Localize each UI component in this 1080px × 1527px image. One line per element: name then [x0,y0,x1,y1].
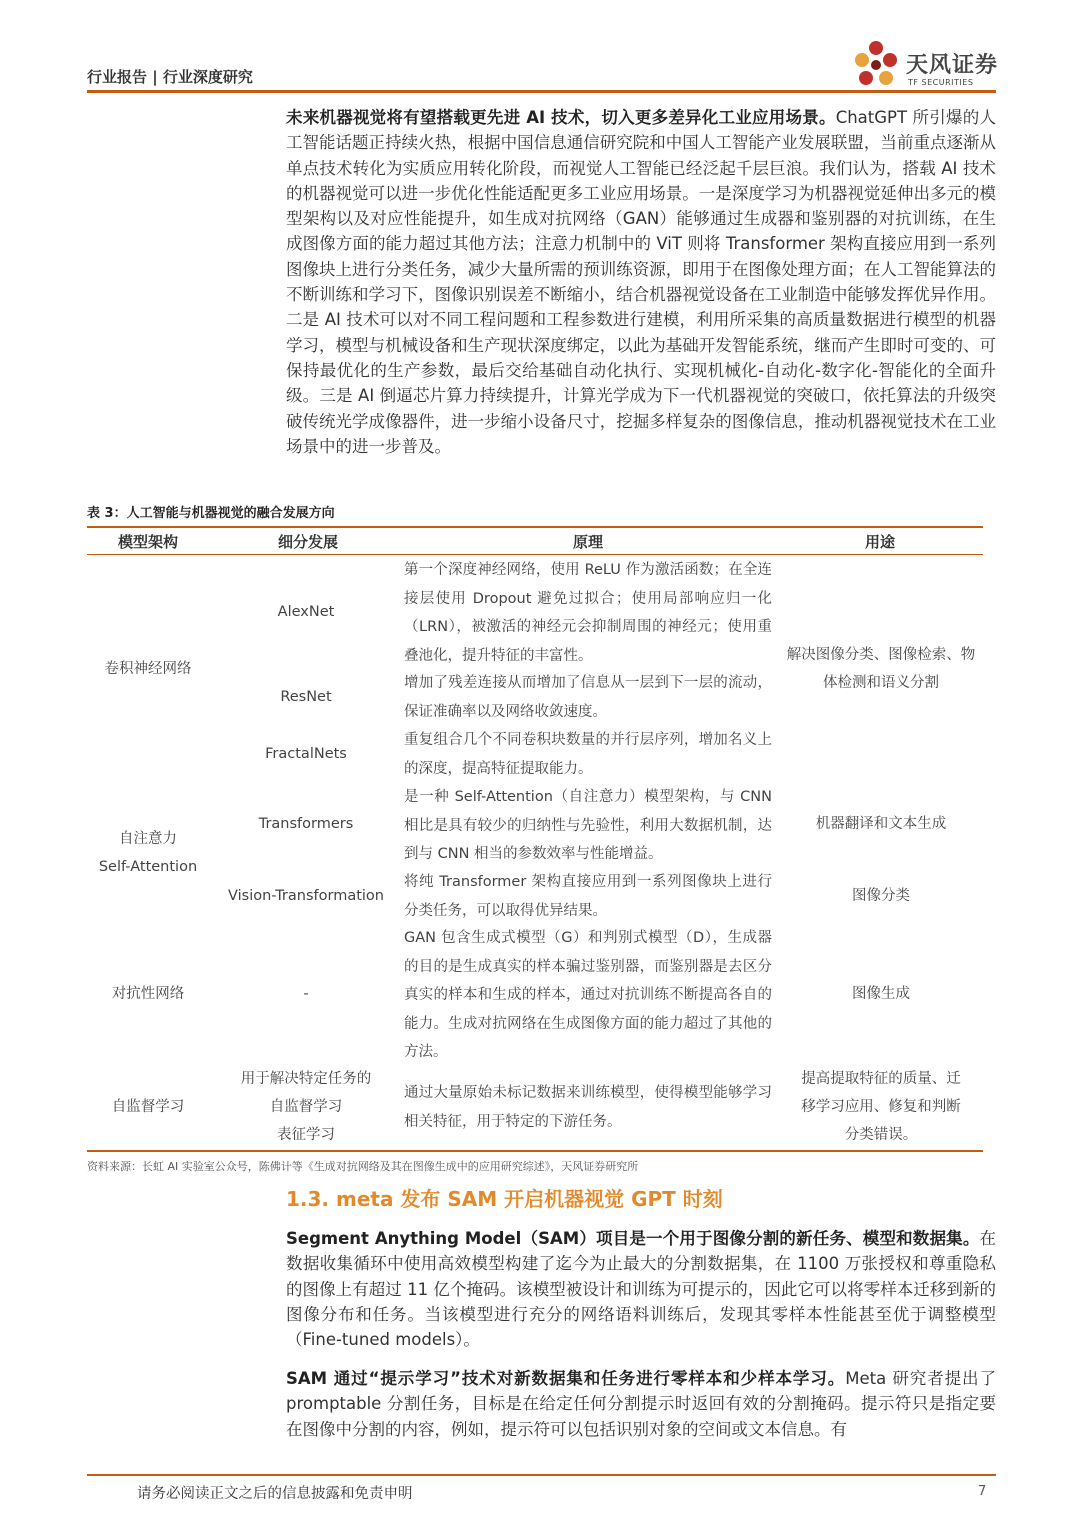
arch-self-attention-en: Self-Attention [98,859,198,875]
table-top-rule [87,526,983,528]
logo-text-en: TF SECURITIES [908,78,974,87]
table-header-rule [87,554,983,555]
usage-ssl-line1: 提高提取特征的质量、迁 [801,1071,961,1087]
sub-fractalnets: FractalNets [265,746,347,762]
sam-body: 在数据收集循环中使用高效模型构建了迄今为止最大的分割数据集，在 1100 万张授权和尊重隐私的图像上有超过 11 亿个掩码。该模型被设计和训练为可提示的，因此它可以将零样本迁移到新的图像分布和任务。当该模型进行充分的网络语料训练后，发现其零样本性能甚至优于调整模型（Fine-tuned models）。 [286,1229,996,1350]
sub-vision-transformation: Vision-Transformation [228,888,384,904]
sub-transformers: Transformers [258,816,354,832]
principle-gan: GAN 包含生成式模型（G）和判别式模型（D），生成器的目的是生成真实的样本骗过鉴别器，而鉴别器是去区分真实的样本和生成的样本，通过对抗训练不断提高各自的能力。生成对抗网络在生成图像方面的能力超过了其他的方法。 [404,930,772,1060]
sub-ssl-line2: 自监督学习 [269,1099,343,1115]
sam-lead: Segment Anything Model（SAM）项目是一个用于图像分割的新任务、模型和数据集。 [286,1229,980,1248]
report-category: 行业报告 | 行业深度研究 [87,68,253,86]
principle-alexnet: 第一个深度神经网络，使用 ReLU 作为激活函数；在全连接层使用 Dropout 避免过拟合；使用局部响应归一化（LRN），被激活的神经元会抑制周围的神经元；使用重叠池化，提升特征的丰富性。 [404,562,772,664]
intro-paragraph [286,105,996,459]
arch-cnn: 卷积神经网络 [104,661,192,677]
arch-self-attention-cn: 自注意力 [119,831,177,847]
table-bottom-rule [87,1150,983,1152]
principle-resnet: 增加了残差连接从而增加了信息从一层到下一层的流动，保证准确率以及网络收敛速度。 [404,675,772,720]
arch-gan: 对抗性网络 [111,986,185,1002]
sub-alexnet: AlexNet [277,604,335,620]
sub-resnet: ResNet [280,689,332,705]
arch-self-supervised: 自监督学习 [111,1099,185,1115]
header-architecture: 模型架构 [117,533,178,551]
intro-body: ChatGPT 所引爆的人工智能话题正持续火热，根据中国信息通信研究院和中国人工智能产业发展联盟，当前重点逐渐从单点技术转化为实质应用转化阶段，而视觉人工智能已经泛起千层巨浪。我们认为，搭载 AI 技术的机器视觉可以进一步优化性能适配更多工业应用场景。一是深度学习为机器视觉延伸出多元的模型架构以及对应性能提升，如生成对抗网络（GAN）能够通过生成器和鉴别器的对抗训练，在生成图像方面的能力超过其他方法；注意力机制中的 ViT 则将 Transformer 架构直接应用到一系列图像块上进行分类任务，减少大量所需的预训练资源，即用于在图像处理方面；在人工智能算法的不断训练和学习下，图像识别误差不断缩小，结合机器视觉设备在工业制造中能够发挥优异作用。二是 AI 技术可以对不同工程问题和工程参数进行建模，利用所采集的高质量数据进行模型的机器学习，模型与机械设备和生产现状深度绑定，以此为基础开发智能系统，继而产生即时可变的、可保持最优化的生产参数，最后交给基础自动化执行、实现机械化-自动化-数字化-智能化的全面升级。三是 AI 倒逼芯片算力持续提升，计算光学成为下一代机器视觉的突破口，依托算法的升级突破传统光学成像器件，进一步缩小设备尺寸，挖掘多样复杂的图像信息，推动机器视觉技术在工业场景中的进一步普及。 [286,108,996,456]
principle-self-supervised: 通过大量原始未标记数据来训练模型，使得模型能够学习相关特征，用于特定的下游任务。 [404,1085,772,1130]
usage-ssl-line2: 移学习应用、修复和判断 [801,1099,961,1115]
section-title: 1.3. meta 发布 SAM 开启机器视觉 GPT 时刻 [286,1187,723,1211]
usage-cnn: 解决图像分类、图像检索、物体检测和语义分割 [786,647,976,691]
page-number: 7 [978,1484,987,1499]
prompt-body: Meta 研究者提出了 promptable 分割任务，目标是在给定任何分割提示时返回有效的分割掩码。提示符只是指定要在图像中分割的内容，例如，提示符可以包括识别对象的空间或文本信息。有 [286,1369,996,1439]
footer-disclaimer: 请务必阅读正文之后的信息披露和免责申明 [137,1486,413,1502]
principle-transformers: 是一种 Self-Attention（自注意力）模型架构，与 CNN 相比是具有较少的归纳性与先验性，利用大数据机制，达到与 CNN 相当的参数效率与性能增益。 [404,789,772,862]
usage-gan: 图像生成 [852,986,910,1002]
sub-ssl-line3: 表征学习 [277,1127,335,1143]
usage-vision-transformation: 图像分类 [852,888,910,904]
sub-gan: - [303,986,309,1002]
logo-text-cn: 天风证券 [906,53,999,78]
usage-ssl-line3: 分类错误。 [844,1127,918,1143]
intro-lead: 未来机器视觉将有望搭载更先进 AI 技术，切入更多差异化工业应用场景。 [286,108,836,127]
header-usage: 用途 [864,533,895,551]
header-principle: 原理 [572,533,603,551]
sub-ssl-line1: 用于解决特定任务的 [240,1071,372,1087]
table-title: 表 3：人工智能与机器视觉的融合发展方向 [87,506,335,521]
prompt-paragraph [286,1366,996,1442]
usage-transformers: 机器翻译和文本生成 [815,816,947,832]
principle-vision-transformation: 将纯 Transformer 架构直接应用到一系列图像块上进行分类任务，可以取得优异结果。 [404,874,772,919]
header-divider [87,90,996,93]
company-logo [850,38,1000,90]
footer-divider [87,1474,996,1476]
table-source: 资料来源：长虹 AI 实验室公众号，陈佛计等《生成对抗网络及其在图像生成中的应用研究综述》，天风证券研究所 [87,1160,639,1173]
principle-fractalnets: 重复组合几个不同卷积块数量的并行层序列，增加名义上的深度，提高特征提取能力。 [404,732,772,777]
logo-flower-icon [850,38,902,90]
header-subdevelopment: 细分发展 [277,533,338,551]
prompt-lead: SAM 通过“提示学习”技术对新数据集和任务进行零样本和少样本学习。 [286,1369,846,1388]
sam-paragraph [286,1226,996,1352]
